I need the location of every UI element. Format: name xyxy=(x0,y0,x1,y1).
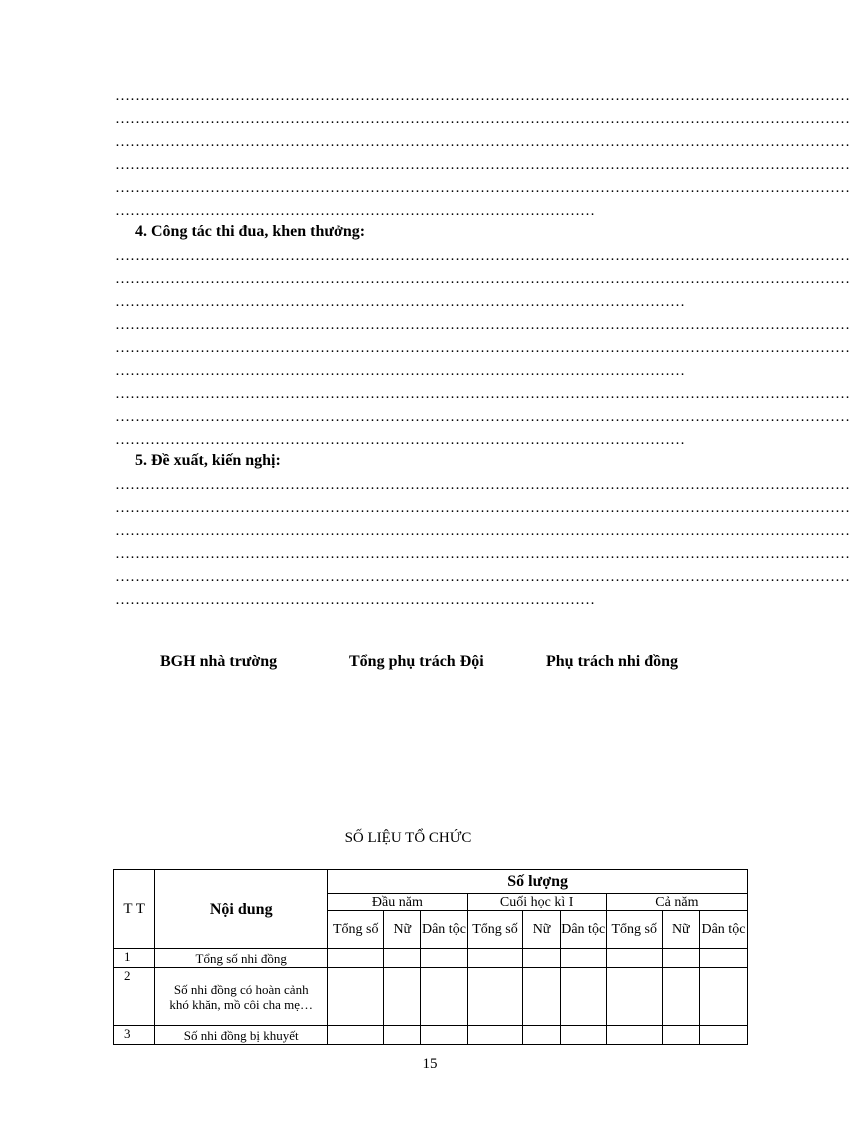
cell xyxy=(699,949,747,968)
cell xyxy=(421,949,467,968)
cell xyxy=(384,968,421,1026)
cell xyxy=(662,1026,699,1045)
cell xyxy=(384,949,421,968)
sub-header-total: Tổng số xyxy=(606,911,662,949)
row-number: 1 xyxy=(114,949,155,968)
dotted-line: ………………………………………………………………………………………………………………………………… xyxy=(115,546,850,562)
quantity-header: Số lượng xyxy=(328,870,748,894)
period-header: Đầu năm xyxy=(328,894,467,911)
cell xyxy=(328,949,384,968)
cell xyxy=(523,1026,560,1045)
dotted-line: ………………………………………………………………………………………………………………………………… xyxy=(115,134,850,150)
dotted-line: ………………………………………………………………………………………………………………………………… xyxy=(115,569,850,585)
dotted-line: …………………………………………………………………………………………………… xyxy=(115,294,685,310)
row-content: Số nhi đồng có hoàn cảnh khó khăn, mồ côi cha mẹ… xyxy=(155,968,328,1026)
signature-principal: BGH nhà trường xyxy=(160,653,278,670)
section-4-heading: 4. Công tác thi đua, khen thưởng: xyxy=(135,223,366,240)
cell xyxy=(328,1026,384,1045)
sub-header-female: Nữ xyxy=(523,911,560,949)
sub-header-female: Nữ xyxy=(662,911,699,949)
page-number: 15 xyxy=(422,1056,438,1072)
row-content: Số nhi đồng bị khuyết xyxy=(155,1026,328,1045)
cell xyxy=(523,968,560,1026)
cell xyxy=(662,968,699,1026)
cell xyxy=(467,949,523,968)
sub-header-ethnic: Dân tộc xyxy=(699,911,747,949)
cell xyxy=(560,949,606,968)
cell xyxy=(560,968,606,1026)
dotted-line: ………………………………………………………………………………………………………………………………… xyxy=(115,157,850,173)
dotted-line: …………………………………………………………………………………………………… xyxy=(115,363,685,379)
cell xyxy=(421,968,467,1026)
dotted-line: ………………………………………………………………………………………………………………………………… xyxy=(115,386,850,402)
table-row xyxy=(114,949,748,968)
dotted-line: ………………………………………………………………………………………………………………………………… xyxy=(115,523,850,539)
cell xyxy=(328,968,384,1026)
cell xyxy=(467,1026,523,1045)
dotted-line: ………………………………………………………………………………………………………………………………… xyxy=(115,317,850,333)
sub-header-total: Tổng số xyxy=(328,911,384,949)
row-content: Tổng số nhi đồng xyxy=(155,949,328,968)
row-number: 3 xyxy=(114,1026,155,1045)
sub-header-ethnic: Dân tộc xyxy=(560,911,606,949)
dotted-line: …………………………………………………………………………………………………… xyxy=(115,432,685,448)
signature-team-leader: Tổng phụ trách Đội xyxy=(349,653,484,670)
sub-header-female: Nữ xyxy=(384,911,421,949)
dotted-line: …………………………………………………………………………………… xyxy=(115,592,595,608)
dotted-line: ………………………………………………………………………………………………………………………………… xyxy=(115,409,850,425)
cell xyxy=(606,949,662,968)
dotted-line: ………………………………………………………………………………………………………………………………… xyxy=(115,340,850,356)
signature-children-supervisor: Phụ trách nhi đồng xyxy=(546,653,679,670)
dotted-line: ………………………………………………………………………………………………………………………………… xyxy=(115,111,850,127)
dotted-line: …………………………………………………………………………………… xyxy=(115,203,595,219)
period-header: Cả năm xyxy=(606,894,747,911)
cell xyxy=(384,1026,421,1045)
statistics-table xyxy=(113,869,748,1045)
cell xyxy=(421,1026,467,1045)
table-title: SỐ LIỆU TỔ CHỨC xyxy=(344,830,472,846)
cell xyxy=(523,949,560,968)
dotted-line: ………………………………………………………………………………………………………………………………… xyxy=(115,88,850,104)
cell xyxy=(467,968,523,1026)
dotted-line: ………………………………………………………………………………………………………………………………… xyxy=(115,248,850,264)
section-5-heading: 5. Đề xuất, kiến nghị: xyxy=(135,452,281,469)
cell xyxy=(699,1026,747,1045)
dotted-line: ………………………………………………………………………………………………………………………………… xyxy=(115,180,850,196)
cell xyxy=(662,949,699,968)
table-row xyxy=(114,968,748,1026)
row-number: 2 xyxy=(114,968,155,1026)
tt-header: T T xyxy=(114,870,155,949)
cell xyxy=(606,1026,662,1045)
cell xyxy=(560,1026,606,1045)
cell xyxy=(699,968,747,1026)
sub-header-total: Tổng số xyxy=(467,911,523,949)
content-header: Nội dung xyxy=(155,870,328,949)
dotted-line: ………………………………………………………………………………………………………………………………… xyxy=(115,271,850,287)
period-header: Cuối học kì I xyxy=(467,894,606,911)
sub-header-ethnic: Dân tộc xyxy=(421,911,467,949)
dotted-line: ………………………………………………………………………………………………………………………………… xyxy=(115,500,850,516)
dotted-line: ………………………………………………………………………………………………………………………………… xyxy=(115,477,850,493)
table-row xyxy=(114,1026,748,1045)
cell xyxy=(606,968,662,1026)
